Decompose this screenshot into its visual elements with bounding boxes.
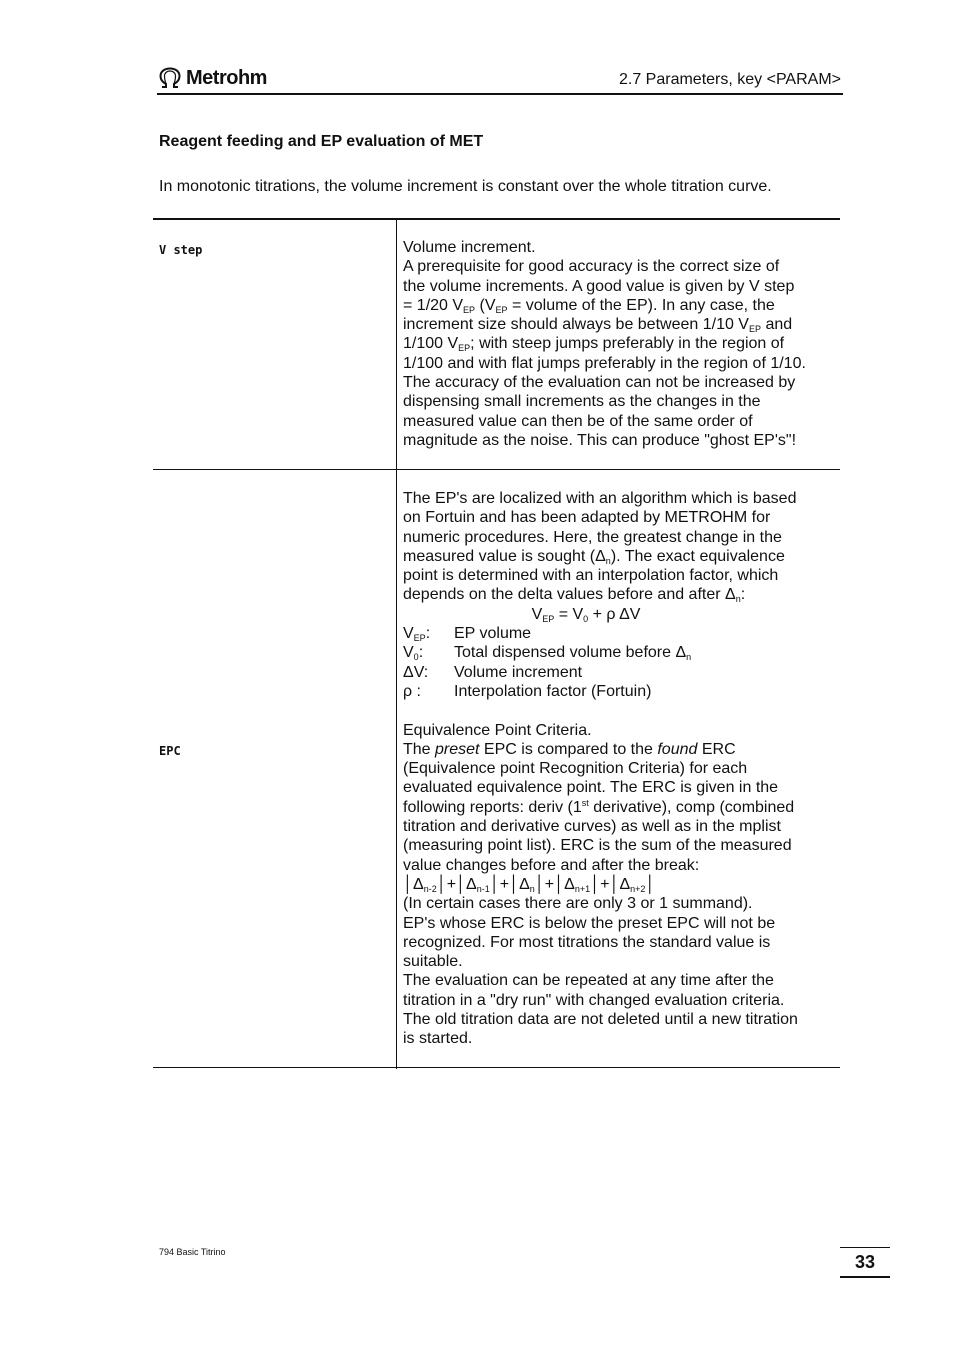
table-column-divider [396, 219, 397, 1069]
definition-row: ρ : Interpolation factor (Fortuin) [403, 682, 652, 700]
definition-row: $V_{EP}$: EP volume [403, 625, 532, 644]
section-heading: Reagent feeding and EP evaluation of MET [159, 133, 484, 150]
param-name-vstep: V step [159, 243, 203, 257]
param-name-epc: EPC [159, 744, 181, 758]
table-top-rule [153, 218, 840, 220]
table-bottom-rule [153, 1067, 840, 1068]
definition-row: $V_0$: Total dispensed volume before $\Delta_n$ [403, 644, 692, 663]
vep-formula: $V_{EP} = V_0 + \rho$ ΔV [531, 605, 641, 624]
intro-paragraph: In monotonic titrations, the volume increment is constant over the whole titration curve. [159, 178, 772, 195]
table-row-divider [153, 469, 840, 470]
logo-text: Metrohm [186, 66, 267, 89]
footer-product: 794 Basic Titrino [159, 1247, 226, 1257]
erc-formula: $│\Delta_{n-2}│+│\Delta_{n-1}│+│\Delta_n│+│\Delta_{n+1}│+│\Delta_{n+2}│$ [403, 875, 656, 894]
param-desc-vstep: Volume increment. A prerequisite for good accuracy is the correct size of the volume increments. A good value is given by V step = 1/20 $V_{EP}$ ($V_{EP}$ = volume of the EP). In any case, the increment size should always be between 1/10 $V_{EP}$ and 1/100 $V_{EP}$; with steep jumps preferably in the region of 1/100 and with flat jumps preferably in the region of 1/10. The accuracy of the evaluation can not be increased by dispensing small increments as the changes in the measured value can then be of the same order of magnitude as the noise. This can produce "ghost EP's"! [403, 239, 806, 449]
header-divider [157, 93, 843, 95]
page-number: 33 [840, 1247, 890, 1278]
section-title: 2.7 Parameters, key <PARAM> [618, 71, 841, 88]
metrohm-omega-icon [158, 67, 182, 89]
param-desc-epc: The EP's are localized with an algorithm which is based on Fortuin and has been adapted by METROHM for numeric procedures. Here, the greatest change in the measured value is sought $(\Delta_n)$. The exact equivalence point is determined with an interpolation factor, which depends on the delta values before and after $\Delta_n$: $V_{EP} = V_0 + \rho$ ΔV $V_{EP}$: EP volume $V_0$: Total dispensed volume before $\Delta_n$ ΔV: Volume increment ρ : Interpolation factor (Fortuin) Equivalence Point Criteria. The preset EPC is compared to the found ERC (Equivalence point Recognition Criteria) for each evaluated equivalence point. The ERC is given in the following reports: deriv (1st derivative), comp (combined titration and derivative curves) as well as in the mplist (measuring point list). ERC is the sum of the measured value changes before and after the break: $│\Delta_{n-2}│+│\Delta_{n-1}│+│\Delta_n│+│\Delta_{n+1}│+│\Delta_{n+2}│$ (In certain cases there are only 3 or 1 summand). EP's whose ERC is below the preset EPC will not be recognized. For most titrations the standard value is suitable. The evaluation can be repeated at any time after the titration in a "dry run" with changed evaluation criteria. The old titration data are not deleted until a new titration is started. [403, 489, 839, 1049]
definition-row: ΔV: Volume increment [403, 663, 583, 681]
header-logo [158, 66, 267, 90]
